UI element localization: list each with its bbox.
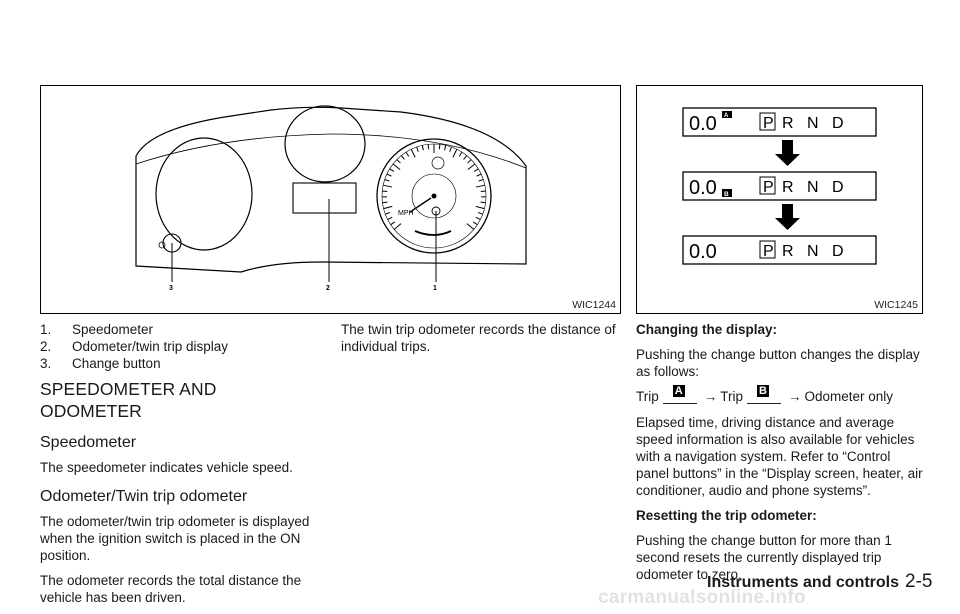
speedometer-tick [478, 212, 483, 214]
display-reading: 0.0 [689, 177, 717, 199]
gear-p: P [763, 243, 774, 260]
odometer-paragraph: The odometer records the total distance the vehicle has been driven. [40, 572, 322, 606]
trip-a-icon: A [663, 388, 697, 405]
changing-display-heading: Changing the display: [636, 321, 923, 338]
display-reading: 0.0 [689, 241, 717, 263]
resetting-heading: Resetting the trip odometer: [636, 507, 923, 524]
section-title: SPEEDOMETER AND ODOMETER [40, 378, 322, 422]
speedometer-tick [459, 152, 462, 156]
callout-1: 1 [433, 285, 437, 292]
speedometer-tick [401, 156, 404, 160]
text-column-right [636, 321, 923, 591]
caption-item: 1. Speedometer [40, 321, 322, 338]
gear-n: N [807, 243, 819, 260]
speedometer-body: The speedometer indicates vehicle speed. [40, 459, 322, 476]
speedometer-tick [453, 149, 457, 157]
gear-n: N [807, 115, 819, 132]
trip-b-letter: B [724, 191, 729, 198]
figure-code: WIC1245 [874, 299, 918, 311]
instrument-cluster-drawing [41, 86, 620, 313]
speedometer-tick [467, 224, 474, 230]
odometer-paragraph: The odometer/twin trip odometer is displayed when the ignition switch is placed in the ON position. [40, 513, 322, 564]
twin-trip-paragraph: The twin trip odometer records the distance of individual trips. [341, 321, 623, 355]
watermark: carmanualsonline.info [598, 587, 806, 609]
figure-code: WIC1244 [572, 299, 616, 311]
speedometer-tick [406, 152, 409, 156]
gear-d: D [832, 243, 844, 260]
down-arrow-icon [775, 204, 800, 230]
speedometer-tick [476, 185, 485, 187]
speedometer-tick [384, 206, 393, 208]
speedometer-tick [385, 180, 390, 182]
trip-a-letter: A [724, 113, 729, 119]
callout-3: 3 [169, 285, 173, 292]
text-column-left [40, 321, 322, 614]
speedometer-tick [464, 156, 467, 160]
caption-item: 2. Odometer/twin trip display [40, 338, 322, 355]
speedometer-tick [474, 169, 478, 172]
speedometer-tick [388, 217, 392, 219]
odometer-heading: Odometer/Twin trip odometer [40, 487, 322, 507]
speedometer-tick [422, 145, 423, 150]
speedometer-tick [390, 169, 394, 172]
speedometer-tick [397, 160, 401, 164]
changing-display-intro: Pushing the change button changes the display as follows: [636, 346, 923, 380]
speedometer-tick [385, 212, 390, 214]
right-arrow-icon: → [788, 388, 802, 405]
speedometer-tick [450, 147, 452, 152]
speedometer-tick [394, 224, 401, 230]
speedometer-tick [473, 222, 477, 225]
speedometer-tick [477, 174, 482, 176]
speedometer-tick [476, 217, 480, 219]
figure-caption-list [40, 321, 322, 372]
instrument-cluster-figure [40, 85, 621, 314]
speedometer-tick [382, 202, 387, 203]
speedometer-tick [417, 147, 419, 152]
gear-r: R [782, 243, 794, 260]
speedometer-tick [411, 149, 415, 157]
down-arrow-icon [775, 140, 800, 166]
speedometer-tick [428, 144, 429, 149]
speedometer-tick [439, 144, 440, 149]
callout-2: 2 [326, 285, 330, 292]
gear-n: N [807, 179, 819, 196]
trip-b-icon: B [747, 388, 781, 405]
speedometer-tick [476, 206, 485, 208]
speedometer-tick [387, 174, 392, 176]
gauge-unit-label: MPH [398, 210, 414, 217]
speedometer-heading: Speedometer [40, 433, 322, 453]
navigation-info-paragraph: Elapsed time, driving distance and average speed information is also available for vehicles with a navigation system. Refer to “Control panel buttons” in the “Display screen, heater, air conditioner, audio and phone systems”. [636, 414, 923, 499]
speedometer-tick [445, 145, 446, 150]
text-column-middle [341, 321, 623, 363]
display-sequence-drawing [637, 86, 922, 313]
page-number: 2-5 [905, 571, 932, 592]
resetting-body: Pushing the change button for more than 1 second resets the currently displayed trip odometer to zero. [636, 532, 923, 583]
speedometer-tick [468, 160, 472, 164]
speedometer-tick [468, 164, 475, 170]
gear-d: D [832, 179, 844, 196]
display-reading: 0.0 [689, 113, 717, 135]
gear-p: P [763, 179, 774, 196]
display-sequence-figure [636, 85, 923, 314]
footer-section-title: Instruments and controls [707, 574, 899, 591]
gear-p: P [763, 115, 774, 132]
caption-item: 3. Change button [40, 355, 322, 372]
speedometer-tick [391, 222, 395, 225]
gear-d: D [832, 115, 844, 132]
gear-r: R [782, 115, 794, 132]
right-arrow-icon: → [704, 388, 718, 405]
speedometer-tick [479, 180, 484, 182]
speedometer-tick [481, 202, 486, 203]
speedometer-tick [383, 185, 392, 187]
speedometer-tick [393, 164, 400, 170]
display-sequence-line: Trip A → Trip B → Odometer only [636, 388, 923, 405]
gear-r: R [782, 179, 794, 196]
